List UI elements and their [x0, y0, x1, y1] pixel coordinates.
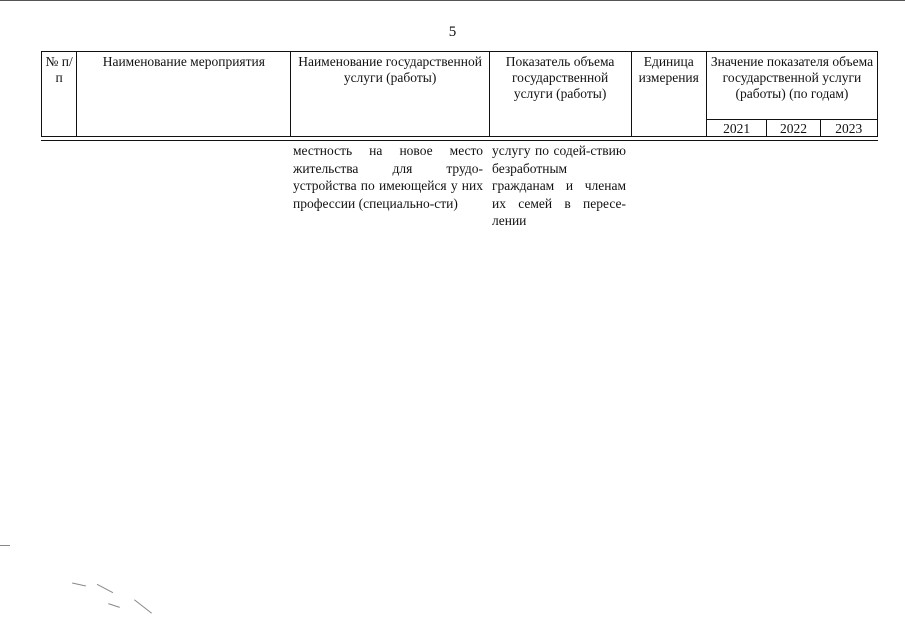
scan-speck [108, 603, 120, 608]
scan-speck [97, 584, 113, 593]
top-rule [0, 0, 905, 1]
header-event: Наименование мероприятия [77, 52, 291, 137]
header-year-2021: 2021 [706, 120, 766, 137]
scan-speck [0, 545, 10, 546]
header-year-2023: 2023 [820, 120, 877, 137]
table-body-rule [41, 140, 878, 141]
header-num: № п/п [42, 52, 77, 137]
header-value: Значение показателя объема государственной услуги (работы) (по годам) [706, 52, 877, 120]
header-service: Наименование государственной услуги (работы) [291, 52, 489, 137]
header-indicator: Показатель объема государственной услуги (работы) [489, 52, 631, 137]
header-unit: Единица измерения [631, 52, 706, 137]
scan-speck [134, 599, 152, 613]
scan-speck [72, 583, 86, 587]
page-number: 5 [448, 24, 457, 40]
row-service-text: местность на новое место жительства для трудо-устройства по имеющейся у них профессии (специально-сти) [293, 143, 483, 211]
header-year-2022: 2022 [767, 120, 820, 137]
row-indicator-text: услугу по содей-ствию безработным гражданам и членам их семей в пересе-лении [492, 143, 626, 228]
header-table [41, 51, 878, 137]
